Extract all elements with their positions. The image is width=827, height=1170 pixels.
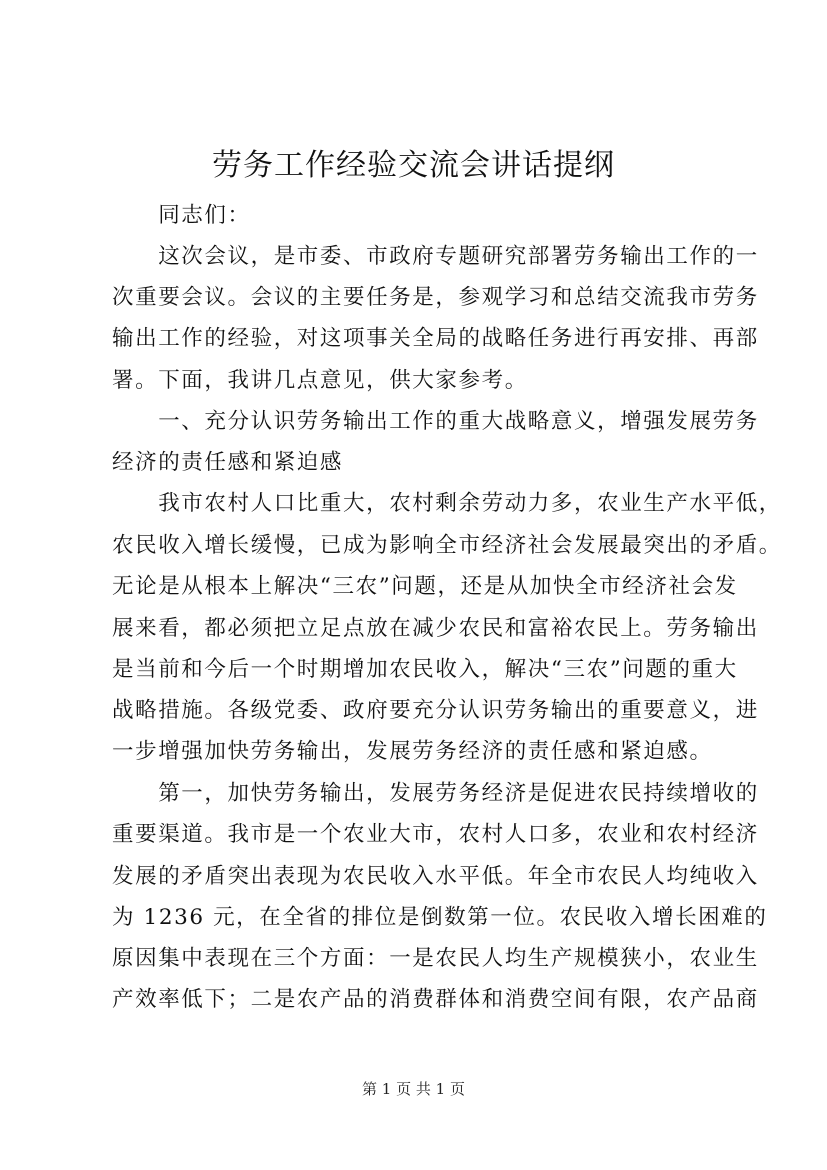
body-line: 同志们：: [112, 203, 251, 228]
body-line: 发展的矛盾突出表现为农民收入水平低。年全市农民人均纯收入: [112, 864, 759, 889]
body-line: 为 1236 元，在全省的排位是倒数第一位。农民收入增长困难的: [112, 905, 768, 930]
body-line: 无论是从根本上解决“三农”问题，还是从加快全市经济社会发: [112, 574, 738, 599]
body-line: 第一，加快劳务输出，发展劳务经济是促进农民持续增收的: [112, 781, 759, 806]
body-line: 重要渠道。我市是一个农业大市，农村人口多，农业和农村经济: [112, 822, 759, 847]
body-line: 经济的责任感和紧迫感: [112, 450, 344, 475]
body-line: 署。下面，我讲几点意见，供大家参考。: [112, 368, 528, 393]
body-line: 是当前和今后一个时期增加农民收入，解决“三农”问题的重大: [112, 657, 738, 682]
body-line: 战略措施。各级党委、政府要充分认识劳务输出的重要意义，进: [112, 698, 759, 723]
body-line: 原因集中表现在三个方面：一是农民人均生产规模狭小，农业生: [112, 946, 759, 971]
body-line: 产效率低下；二是农产品的消费群体和消费空间有限，农产品商: [112, 987, 759, 1012]
page-footer: 第 1 页 共 1 页: [362, 1080, 465, 1098]
body-line: 展来看，都必须把立足点放在减少农民和富裕农民上。劳务输出: [112, 616, 759, 641]
body-line: 这次会议，是市委、市政府专题研究部署劳务输出工作的一: [112, 244, 759, 269]
body-line: 输出工作的经验，对这项事关全局的战略任务进行再安排、再部: [112, 326, 759, 351]
body-line: 一步增强加快劳务输出，发展劳务经济的责任感和紧迫感。: [112, 739, 713, 764]
body-line: 次重要会议。会议的主要任务是，参观学习和总结交流我市劳务: [112, 285, 759, 310]
body-line: 一、充分认识劳务输出工作的重大战略意义，增强发展劳务: [112, 409, 759, 434]
document-title: 劳务工作经验交流会讲话提纲: [212, 148, 615, 183]
body-line: 我市农村人口比重大，农村剩余劳动力多，农业生产水平低，: [112, 491, 782, 516]
body-line: 农民收入增长缓慢，已成为影响全市经济社会发展最突出的矛盾。: [112, 533, 782, 558]
